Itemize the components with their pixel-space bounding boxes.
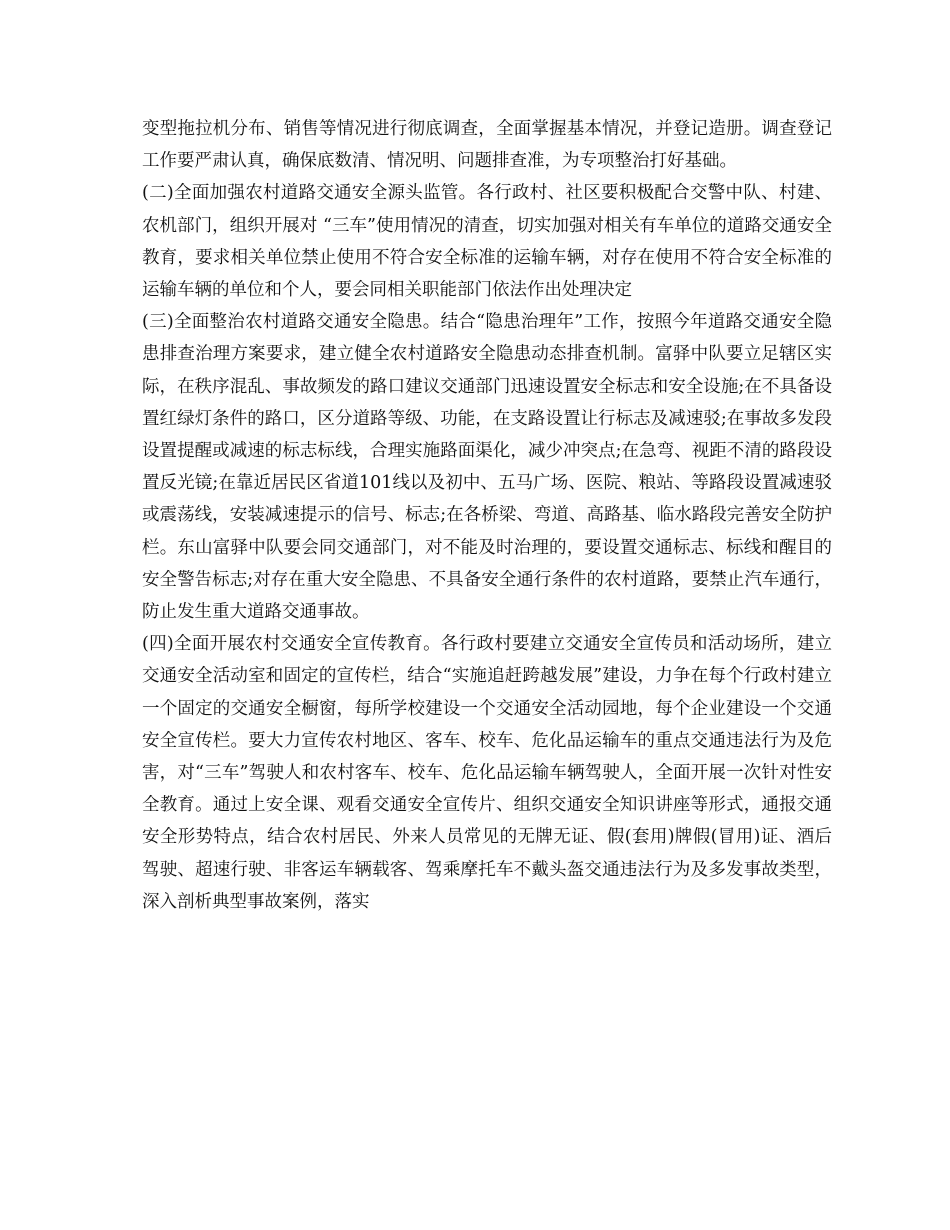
paragraph-safety-education: (四)全面开展农村交通安全宣传教育。各行政村要建立交通安全宣传员和活动场所，建立交通安全活动室和固定的宣传栏，结合“实施追赶跨越发展”建设，力争在每个行政村建立一个固定的交通安全橱窗，每所学校建设一个交通安全活动园地，每个企业建设一个交通安全宣传栏。要大力宣传农村地区、客车、校车、危化品运输车的重点交通违法行为及危害，对“三车”驾驶人和农村客车、校车、危化品运输车辆驾驶人，全面开展一次针对性安全教育。通过上安全课、观看交通安全宣传片、组织交通安全知识讲座等形式，通报交通安全形势特点，结合农村居民、外来人员常见的无牌无证、假(套用)牌假(冒用)证、酒后驾驶、超速行驶、非客运车辆载客、驾乘摩托车不戴头盔交通违法行为及多发事故类型，深入剖析典型事故案例，落实 [142,634,832,912]
document-body [142,113,832,918]
paragraph-hazard-rectification: (三)全面整治农村道路交通安全隐患。结合“隐患治理年”工作，按照今年道路交通安全隐患排查治理方案要求，建立健全农村道路安全隐患动态排查机制。富驿中队要立足辖区实际，在秩序混乱、事故频发的路口建议交通部门迅速设置安全标志和安全设施;在不具备设置红绿灯条件的路口，区分道路等级、功能，在支路设置让行标志及减速驳;在事故多发段设置提醒或减速的标志标线，合理实施路面渠化，减少冲突点;在急弯、视距不清的路段设置反光镜;在靠近居民区省道101线以及初中、五马广场、医院、粮站、等路段设置减速驳或震荡线，安装减速提示的信号、标志;在各桥梁、弯道、高路基、临水路段完善安全防护栏。东山富驿中队要会同交通部门，对不能及时治理的，要设置交通标志、标线和醒目的安全警告标志;对存在重大安全隐患、不具备安全通行条件的农村道路，要禁止汽车通行，防止发生重大道路交通事故。 [142,312,832,623]
paragraph-survey-registration: 变型拖拉机分布、销售等情况进行彻底调查，全面掌握基本情况，并登记造册。调查登记工作要严肃认真，确保底数清、情况明、问题排查准，为专项整治打好基础。 [142,119,832,172]
paragraph-source-supervision: (二)全面加强农村道路交通安全源头监管。各行政村、社区要积极配合交警中队、村建、农机部门，组织开展对 “三车”使用情况的清查，切实加强对相关有车单位的道路交通安全教育，要求相关单位禁止使用不符合安全标准的运输车辆，对存在使用不符合安全标准的运输车辆的单位和个人，要会同相关职能部门依法作出处理决定 [142,183,832,301]
